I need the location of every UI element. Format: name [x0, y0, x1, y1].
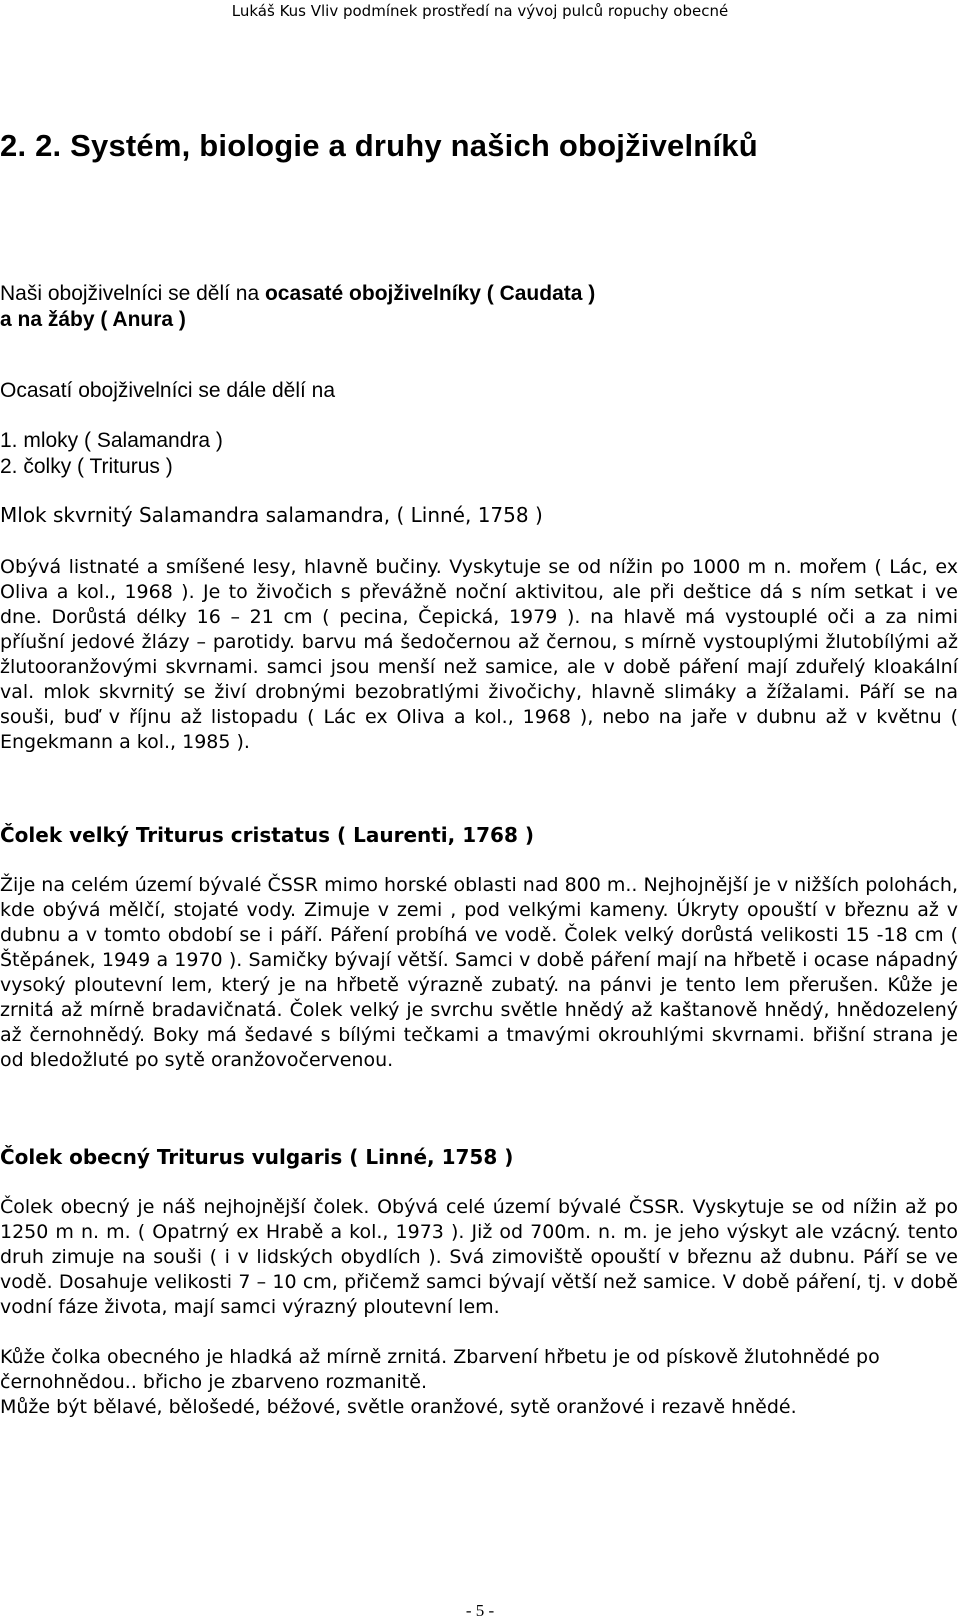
intro-line-1	[0, 281, 960, 307]
intro-line-3: Ocasatí obojživelníci se dále dělí na	[0, 379, 336, 402]
genus-list-item-1: 1. mloky ( Salamandra )	[0, 429, 223, 452]
species-heading-crested-newt: Čolek velký Triturus cristatus ( Laurenti, 1768 )	[0, 823, 534, 847]
chapter-title: 2. 2. Systém, biologie a druhy našich obojživelníků	[0, 128, 758, 163]
smooth-newt-paragraph-2: Kůže čolka obecného je hladká až mírně zrnitá. Zbarvení hřbetu je od pískově žlutohnědé po černohnědou.. břicho je zbarveno rozmanitě.	[0, 1346, 880, 1393]
page-number: - 5 -	[465, 1601, 495, 1620]
smooth-newt-paragraph-1: Čolek obecný je náš nejhojnější čolek. Obývá celé území bývalé ČSSR. Vyskytuje se od nížin až po 1250 m n. m. ( Opatrný ex Hrabě a kol., 1973 ). Již od 700m. n. m. je jeho výskyt ale vzácný. tento druh zimuje na souši ( i v lidských obydlích ). Svá zimoviště opouští v březnu až dubnu. Páří se ve vodě. Dosahuje velikosti 7 – 10 cm, přičemž samci bývají větší než samice. V době páření, tj. v době vodní fáze života, mají samci výrazný ploutevní lem.	[0, 1196, 958, 1318]
intro-line-2-bold: a na žáby ( Anura )	[0, 308, 186, 331]
smooth-newt-paragraph-3: Může být bělavé, bělošedé, béžové, světle oranžové, sytě oranžové i rezavě hnědé.	[0, 1396, 797, 1418]
crested-newt-paragraph: Žije na celém území bývalé ČSSR mimo horské oblasti nad 800 m.. Nejhojnější je v nižších polohách, kde obývá mělčí, stojaté vody. Zimuje v zemi , pod velkými kameny. Úkryty opouští v březnu až v dubnu a v tomto období se i páří. Páření probíhá ve vodě. Čolek velký dorůstá velikosti 15 -18 cm ( Štěpánek, 1949 a 1970 ). Samičky bývají větší. Samci v době páření mají na hřbetě i ocase nápadný vysoký ploutevní lem, který je na hřbetě výrazně zubatý. na pánvi je tento lem přerušen. Kůže je zrnitá až mírně bradavičnatá. Čolek velký je svrchu světle hnědý až kaštanově hnědý, hnědozelený až černohnědý. Boky má šedavé s bílými tečkami a tmavými okrouhlými skvrnami. břišní strana je od bledožluté po sytě oranžovočervenou.	[0, 874, 958, 1071]
running-header: Lukáš Kus Vliv podmínek prostředí na vývoj pulců ropuchy obecné	[231, 2, 729, 20]
species-heading-smooth-newt: Čolek obecný Triturus vulgaris ( Linné, 1758 )	[0, 1145, 514, 1169]
genus-list-item-2: 2. čolky ( Triturus )	[0, 455, 173, 478]
salamander-paragraph: Obývá listnaté a smíšené lesy, hlavně bučiny. Vyskytuje se od nížin po 1000 m n. mořem ( Lác, ex Oliva a kol., 1968 ). Je to živočich s převážně noční aktivitou, ale při deštice dá s ním setkat i ve dne. Dorůstá délky 16 – 21 cm ( pecina, Čepická, 1979 ). na hlavě má vystouplé oči a za nimi příušní jedové žlázy – parotidy. barvu má šedočernou až černou, s mírně vystouplými žlutobílými až žlutooranžovými skvrnami. samci jsou menší než samice, ale v době páření mají zduřelý kloakální val. mlok skvrnitý se živí drobnými bezobratlými živočichy, hlavně slimáky a žížalami. Páří se na souši, buď v říjnu až listopadu ( Lác ex Oliva a kol., 1968 ), nebo na jaře v dubnu až v květnu ( Engekmann a kol., 1985 ).	[0, 556, 958, 753]
intro-line-1-text: Naši obojživelníci se dělí na	[0, 282, 265, 305]
intro-line-2	[0, 307, 960, 333]
species-heading-salamander: Mlok skvrnitý Salamandra salamandra, ( Linné, 1758 )	[0, 503, 543, 527]
intro-line-1-bold: ocasaté obojživelníky ( Caudata )	[264, 282, 596, 305]
